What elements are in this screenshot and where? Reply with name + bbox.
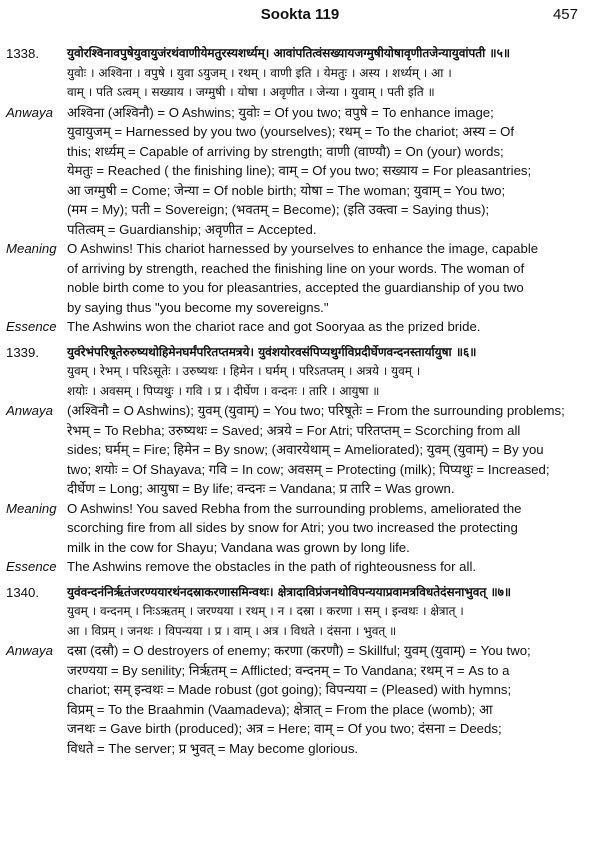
essence-text xyxy=(67,317,594,337)
anwaya-text xyxy=(67,103,594,240)
sanskrit-line: वाम् । पति ऽत्वम् । सख्याय । जग्मुषी । योषा । अवृणीत । जेन्या । युवाम् । पती इति ॥ xyxy=(67,85,435,99)
anwaya-line: chariot; सम् इन्वथः = Made robust (got going); विपन्यया = (Pleased) with hymns; xyxy=(67,682,512,697)
meaning-label: Meaning xyxy=(6,241,57,256)
anwaya-section xyxy=(6,641,594,758)
anwaya-label: Anwaya xyxy=(6,403,53,418)
anwaya-line: येमतुः = Reached ( the finishing line); वाम् = Of you two; सख्याय = For pleasantries; xyxy=(67,163,532,178)
verse-block xyxy=(6,583,594,759)
meaning-line: O Ashwins! You saved Rebha from the surrounding problems, ameliorated the xyxy=(67,500,522,516)
meaning-line: scorching fire from all sides by snow for Atri; you two increased the protecting xyxy=(67,520,518,535)
anwaya-label: Anwaya xyxy=(6,104,53,120)
page-header xyxy=(0,6,600,28)
verse-block xyxy=(6,44,594,337)
meaning-line: milk in the cow for Shayu; Vandana was grown by long life. xyxy=(67,539,410,555)
essence-line: The Ashwins remove the obstacles in the path of righteousness for all. xyxy=(67,559,477,574)
anwaya-line: जरण्यया = By senility; निर्ऋतम् = Afflicted; वन्दनम् = To Vandana; रथम् न = As to a xyxy=(67,662,510,678)
essence-section xyxy=(6,317,594,337)
verse-row xyxy=(6,583,594,642)
meaning-line: by saying thus "you become my sovereigns." xyxy=(67,299,329,315)
essence-label: Essence xyxy=(6,559,57,574)
verse-number: 1338. xyxy=(6,46,40,61)
verse-block xyxy=(6,343,594,577)
anwaya-line: this; शर्ध्यम् = Capable of arriving by strength; वाणी (वाण्यौ) = On (your) words; xyxy=(67,143,504,159)
anwaya-line: (मम = My); पती = Sovereign; (भवतम् = Become); (इति उक्त्वा = Saying thus); xyxy=(67,202,490,217)
sanskrit-line: युवोः । अश्विना । वपुषे । युवा ऽयुजम् । रथम् । वाणी इति । येमतुः । अस्य । शर्ध्यम् । आ । xyxy=(67,65,452,80)
verse-number: 1340. xyxy=(6,584,40,600)
essence-section xyxy=(6,557,594,577)
meaning-text xyxy=(67,239,594,317)
verse-row xyxy=(6,343,594,402)
anwaya-text xyxy=(67,401,594,499)
anwaya-line: two; शयोः = Of Shayava; गवि = In cow; अवसम् = Protecting (milk); पिप्यथुः = Increased; xyxy=(67,461,550,477)
meaning-text xyxy=(67,499,594,558)
sanskrit-verse xyxy=(67,583,594,642)
anwaya-line: रेभम् = To Rebha; उरुष्यथः = Saved; अत्रये = For Atri; परितप्तम् = Scorching from all xyxy=(67,422,521,438)
meaning-line: O Ashwins! This chariot harnessed by yourselves to enhance the image, capable xyxy=(67,241,539,256)
anwaya-text xyxy=(67,641,594,758)
sanskrit-line: शयोः । अवसम् । पिप्यथुः । गवि । प्र । दीर्घेण । वन्दनः । तारि । आयुषा ॥ xyxy=(67,383,380,398)
anwaya-line: विधते = The server; प्र भुवत् = May become glorious. xyxy=(67,740,359,756)
sanskrit-line: युवम् । रेभम् । परिऽसूतेः । उरुष्यथः । हिमेन । घर्मम् । परिऽतप्तम् । अत्रये । युवम् । xyxy=(67,364,421,378)
meaning-section xyxy=(6,499,594,558)
sanskrit-verse xyxy=(67,44,594,103)
verse-content xyxy=(6,44,594,764)
sanskrit-line: युवम् । वन्दनम् । निःऽऋतम् । जरण्यया । रथम् । न । दस्रा । करणा । सम् । इन्वथः । क्षेत्रात् । xyxy=(67,604,464,618)
essence-label: Essence xyxy=(6,319,57,334)
sanskrit-line: युवोरश्विनावपुषेयुवायुजंरथंवाणीयेमतुरस्यशर्ध्यम्। आवांपतित्वंसख्यायजग्मुषीयोषावृणीतजेन्यायुवांपती ॥५॥ xyxy=(67,46,511,60)
anwaya-section xyxy=(6,103,594,240)
meaning-section xyxy=(6,239,594,317)
anwaya-label: Anwaya xyxy=(6,643,53,658)
anwaya-line: sides; घर्मम् = Fire; हिमेन = By snow; (अवारयेथाम् = Ameliorated); युवम् (युवाम्) = By you xyxy=(67,442,544,457)
anwaya-line: दीर्घेण = Long; आयुषा = By life; वन्दनः = Vandana; प्र तारि = Was grown. xyxy=(67,481,455,496)
verse-number: 1339. xyxy=(6,344,40,360)
anwaya-line: अश्विना (अश्विनौ) = O Ashwins; युवोः = Of you two; वपुषे = To enhance image; xyxy=(67,104,494,120)
anwaya-line: विप्रम् = To the Braahmin (Vaamadeva); क्षेत्रात् = From the place (womb); आ xyxy=(67,701,493,717)
anwaya-line: पतित्वम् = Guardianship; अवृणीत = Accepted. xyxy=(67,221,317,237)
meaning-line: noble birth come to you for pleasantries, accepted the guardianship of you two xyxy=(67,280,524,295)
page-number: 457 xyxy=(552,6,578,23)
anwaya-line: दस्रा (दस्रौ) = O destroyers of enemy; करणा (करणौ) = Skillful; युवम् (युवाम्) = You two; xyxy=(67,643,531,658)
sanskrit-line: युवंरेभंपरिषूतेरुरुष्यथोहिमेनघर्मंपरितप्तमत्रये। युवंशयोरवसंपिप्यथुर्गविप्रदीर्घेणवन्दनस्तार्यायुषा ॥६॥ xyxy=(67,344,477,359)
sanskrit-verse xyxy=(67,343,594,402)
sanskrit-line: आ । विप्रम् । जनथः । विपन्यया । प्र । वाम् । अत्र । विधते । दंसना । भुवत् ॥ xyxy=(67,623,397,638)
sookta-title: Sookta 119 xyxy=(260,6,340,23)
meaning-line: of arriving by strength, reached the finishing line on your words. The woman of xyxy=(67,260,525,276)
anwaya-line: जनथः = Gave birth (produced); अत्र = Here; वाम् = Of you two; दंसना = Deeds; xyxy=(67,721,502,736)
sanskrit-line: युवंवन्दनंनिर्ऋतंजरण्ययारथंनदस्राकरणासमिन्वथः। क्षेत्रादाविप्रंजनथोविपन्ययाप्रवामत्रविधतेदंसनाभुवत् ॥७॥ xyxy=(67,584,512,599)
meaning-label: Meaning xyxy=(6,500,57,516)
anwaya-line: आ जग्मुषी = Come; जेन्या = Of noble birth; योषा = The woman; युवाम् = You two; xyxy=(67,182,506,198)
anwaya-line: युवायुजम् = Harnessed by you two (yourselves); रथम् = To the chariot; अस्य = Of xyxy=(67,124,515,139)
essence-line: The Ashwins won the chariot race and got Sooryaa as the prized bride. xyxy=(67,319,481,334)
essence-text xyxy=(67,557,594,577)
verse-row xyxy=(6,44,594,103)
anwaya-section xyxy=(6,401,594,499)
anwaya-line: (अश्विनौ = O Ashwins); युवम् (युवाम्) = You two; परिषूतेः = From the surrounding problems; xyxy=(67,403,565,418)
